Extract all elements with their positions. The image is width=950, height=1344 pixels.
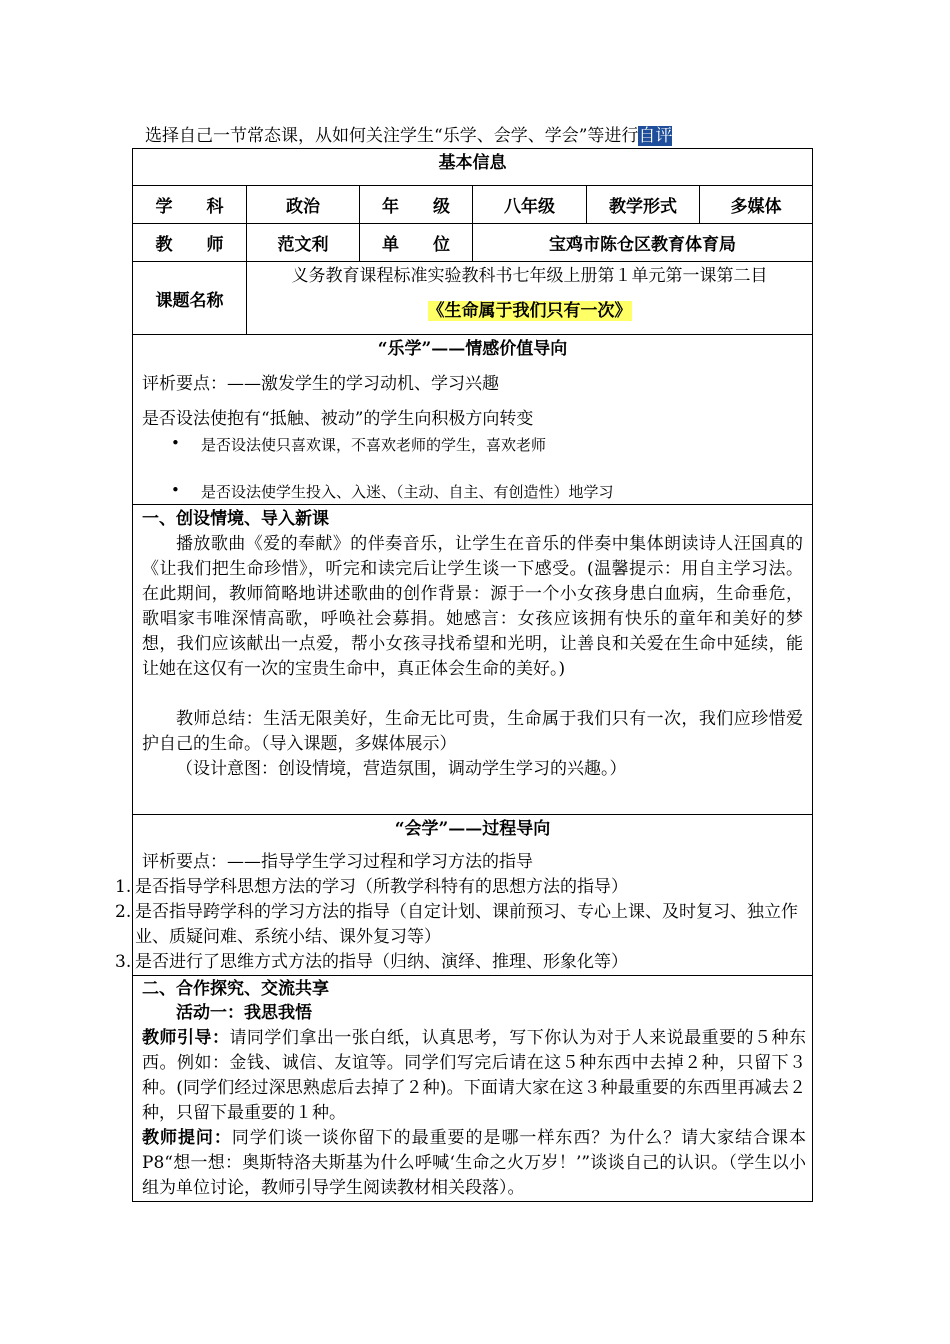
lexue-point: 评析要点：——激发学生的学习动机、学习兴趣 (142, 374, 499, 394)
intro-line (145, 125, 672, 147)
grade-value: 八年级 (473, 186, 587, 223)
lexue-section (132, 334, 813, 505)
guide-text: 请同学们拿出一张白纸，认真思考，写下你认为对于人来说最重要的５种东西。例如：金钱、诚信、友谊等。同学们写完后请在这５种东西中去掉２种，只留下３种。(同学们经过深思熟虑后去掉了２种)。下面请大家在这３种最重要的东西里再减去２种，只留下最重要的１种。 (142, 1028, 807, 1123)
huixue-title: “会学”——过程导向 (394, 819, 551, 839)
list-number: 1. (115, 877, 132, 897)
section-1-para-1: 播放歌曲《爱的奉献》的伴奏音乐，让学生在音乐的伴奏中集体朗读诗人汪国真的《让我们把生命珍惜》，听完和读完后让学生谈一下感受。(温馨提示：用自主学习法。在此期间，教师简略地讲述歌曲的创作背景：源于一个小女孩身患白血病，生命垂危，歌唱家韦唯深情高歌，呼唤社会募捐。她感言：女孩应该拥有快乐的童年和美好的梦想，我们应该献出一点爱，帮小女孩寻找希望和光明，让善良和关爱在生命中延续，能让她在这仅有一次的宝贵生命中，真正体会生命的美好。) (142, 534, 803, 679)
bullet-dot: • (171, 481, 180, 499)
topic-line1: 义务教育课程标准实验教科书七年级上册第１单元第一课第二目 (291, 266, 768, 286)
basic-info-title: 基本信息 (438, 153, 507, 173)
subject-label: 学 科 (133, 186, 247, 223)
topic-row (132, 261, 813, 335)
huixue-item-2: 是否指导跨学科的学习方法的指导（自定计划、课前预习、专心上课、及时复习、独立作业、质疑问难、系统小结、课外复习等） (135, 902, 798, 947)
section-1-para-3: （设计意图：创设情境，营造氛围，调动学生学习的兴趣。） (176, 759, 627, 779)
teacher-guide (142, 1026, 806, 1126)
section-1 (132, 504, 813, 815)
topic-line2: 《生命属于我们只有一次》 (427, 301, 632, 321)
unit-value: 宝鸡市陈仓区教育体育局 (549, 235, 736, 255)
teacher-label: 教 师 (133, 224, 247, 261)
list-number: 3. (115, 952, 132, 972)
basic-info-header (132, 148, 813, 186)
guide-label: 教师引导： (142, 1028, 230, 1048)
section-1-heading: 一、创设情境、导入新课 (142, 509, 329, 529)
list-number: 2. (115, 902, 132, 922)
huixue-item-1: 是否指导学科思想方法的学习（所教学科特有的思想方法的指导） (135, 877, 628, 897)
intro-highlight: 自评 (638, 126, 673, 146)
teacher-value: 范文利 (247, 224, 360, 261)
lexue-bullet-1: 是否设法使只喜欢课，不喜欢老师的学生，喜欢老师 (201, 436, 547, 454)
form-value: 多媒体 (730, 197, 782, 217)
topic-value (247, 262, 812, 334)
grade-label: 年 级 (360, 186, 473, 223)
form-label: 教学形式 (587, 186, 700, 223)
intro-text: 选择自己一节常态课，从如何关注学生“乐学、会学、学会”等进行 (145, 126, 639, 146)
subject-value: 政治 (247, 186, 360, 223)
teacher-question (142, 1126, 806, 1201)
section-1-para-2: 教师总结：生活无限美好，生命无比可贵，生命属于我们只有一次，我们应珍惜爱护自己的生命。（导入课题，多媒体展示） (142, 709, 803, 754)
bullet-dot: • (171, 434, 180, 452)
lexue-line: 是否设法使抱有“抵触、被动”的学生向积极方向转变 (142, 409, 534, 429)
topic-label: 课题名称 (133, 262, 247, 334)
lexue-bullet-2: 是否设法使学生投入、入迷、（主动、自主、有创造性）地学习 (201, 483, 614, 501)
section-2 (132, 975, 813, 1202)
lexue-title: “乐学”——情感价值导向 (377, 339, 568, 359)
unit-label: 单 位 (360, 224, 473, 261)
ask-label: 教师提问： (142, 1128, 232, 1148)
huixue-section (115, 814, 813, 976)
ask-text: 同学们谈一谈你留下的最重要的是哪一样东西？为什么？请大家结合课本P8“想一想：奥斯特洛夫斯基为什么呼喊‘生命之火万岁！’”谈谈自己的认识。（学生以小组为单位讨论，教师引导学生阅读教材相关段落）。 (142, 1128, 807, 1198)
info-row-2 (132, 223, 813, 262)
info-row-1 (132, 185, 813, 224)
evaluation-table (115, 148, 813, 1202)
huixue-item-3: 是否进行了思维方式方法的指导（归纳、演绎、推理、形象化等） (135, 952, 628, 972)
huixue-point: 评析要点：——指导学生学习过程和学习方法的指导 (142, 852, 533, 872)
section-2-heading: 二、合作探究、交流共享 (142, 979, 329, 999)
activity-title: 活动一：我思我悟 (176, 1003, 312, 1023)
